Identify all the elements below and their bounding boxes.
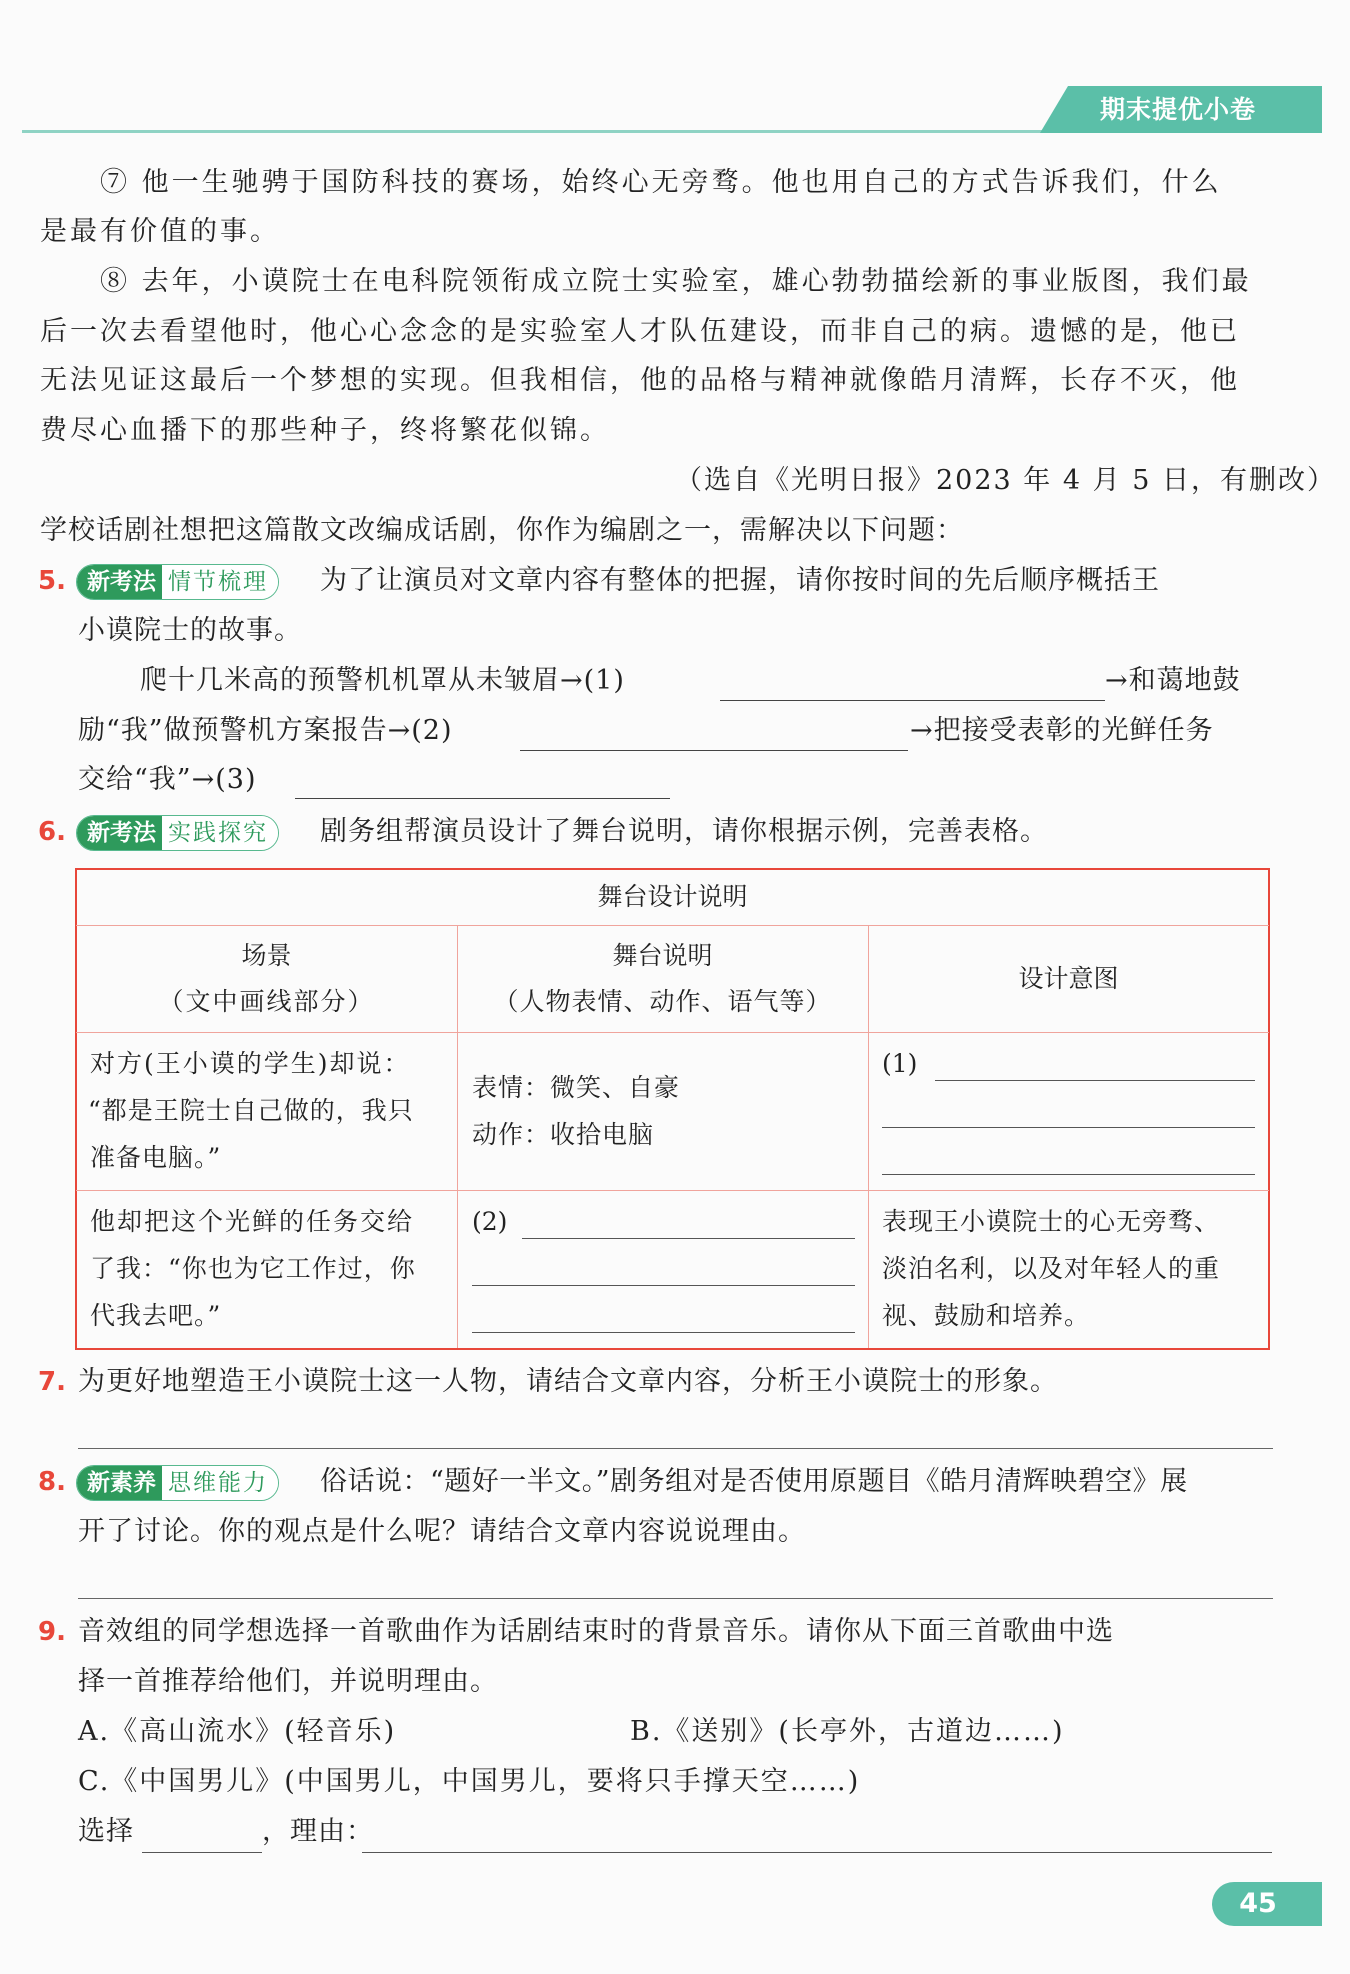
table-r1-scene-line3: 准备电脑。” bbox=[90, 1143, 222, 1172]
q8-number: 8. bbox=[38, 1467, 66, 1497]
q6-text: 剧务组帮演员设计了舞台说明，请你根据示例，完善表格。 bbox=[320, 816, 1048, 847]
page-number: 45 bbox=[1239, 1888, 1277, 1919]
passage-p8-line2: 后一次去看望他时，他心心念念的是实验室人才队伍建设，而非自己的病。遗憾的是，他已 bbox=[40, 316, 1240, 347]
q9-reason-label: ，理由： bbox=[262, 1816, 374, 1847]
table-rule bbox=[76, 1190, 1269, 1191]
q9-reason-blank[interactable] bbox=[362, 1852, 1272, 1853]
header-title: 期末提优小卷 bbox=[1100, 95, 1257, 124]
table-r2-scene-line2: 了我：“你也为它工作过，你 bbox=[90, 1254, 416, 1283]
q7-number: 7. bbox=[38, 1367, 66, 1397]
table-r2-intent-line2: 淡泊名利，以及对年轻人的重 bbox=[882, 1254, 1221, 1283]
table-title: 舞台设计说明 bbox=[597, 882, 748, 911]
passage-p8-line4: 费尽心血播下的那些种子，终将繁花似锦。 bbox=[40, 415, 610, 446]
q9-number: 9. bbox=[38, 1617, 66, 1647]
table-r2-intent-line3: 视、鼓励和培养。 bbox=[882, 1301, 1091, 1330]
table-r2-stage-blank-3[interactable] bbox=[472, 1332, 855, 1333]
q9-option-a: A.《高山流水》(轻音乐) bbox=[78, 1716, 397, 1747]
q9-option-c: C.《中国男儿》(中国男儿，中国男儿，要将只手撑天空……) bbox=[78, 1766, 861, 1797]
q5-flow-line1: 爬十几米高的预警机机罩从未皱眉→(1) bbox=[140, 665, 625, 696]
table-header-scene: 场景 bbox=[241, 941, 292, 970]
table-r2-intent-line1: 表现王小谟院士的心无旁骛、 bbox=[882, 1207, 1221, 1236]
table-r1-scene-line2: “都是王院士自己做的，我只 bbox=[88, 1096, 414, 1125]
table-r2-scene-line3: 代我去吧。” bbox=[90, 1301, 222, 1330]
q5-answer-blank-3[interactable] bbox=[295, 798, 670, 799]
q5-text-line2: 小谟院士的故事。 bbox=[78, 615, 302, 646]
q8-text-line1: 俗话说：“题好一半文。”剧务组对是否使用原题目《皓月清辉映碧空》展 bbox=[320, 1466, 1188, 1497]
table-r2-stage-blank-2[interactable] bbox=[472, 1285, 855, 1286]
q8-badge-tag: 思维能力 bbox=[162, 1466, 278, 1500]
q7-answer-blank[interactable] bbox=[78, 1448, 1273, 1449]
q5-number: 5. bbox=[38, 566, 66, 596]
table-r1-scene-line1: 对方(王小谟的学生)却说： bbox=[90, 1049, 411, 1078]
q5-badge-tag: 情节梳理 bbox=[162, 565, 278, 599]
q7-text: 为更好地塑造王小谟院士这一人物，请结合文章内容，分析王小谟院士的形象。 bbox=[78, 1366, 1058, 1397]
table-r1-intent-blank-1[interactable] bbox=[935, 1080, 1255, 1081]
passage-p7-line2: 是最有价值的事。 bbox=[40, 216, 280, 247]
q9-text-line1: 音效组的同学想选择一首歌曲作为话剧结束时的背景音乐。请你从下面三首歌曲中选 bbox=[78, 1616, 1114, 1647]
q9-choice-blank[interactable] bbox=[142, 1852, 262, 1853]
q8-answer-blank[interactable] bbox=[78, 1598, 1273, 1599]
table-r2-stage-label: (2) bbox=[472, 1207, 508, 1236]
q9-option-b: B.《送别》(长亭外，古道边……) bbox=[630, 1716, 1065, 1747]
passage-p8-line1: ⑧ 去年，小谟院士在电科院领衔成立院士实验室，雄心勃勃描绘新的事业版图，我们最 bbox=[100, 266, 1252, 297]
passage-source: （选自《光明日报》2023 年 4 月 5 日，有删改） bbox=[675, 465, 1336, 496]
q6-badge-tag: 实践探究 bbox=[162, 816, 278, 850]
table-rule bbox=[76, 1032, 1269, 1033]
q5-answer-blank-2[interactable] bbox=[520, 750, 908, 751]
q8-text-line2: 开了讨论。你的观点是什么呢？请结合文章内容说说理由。 bbox=[78, 1516, 806, 1547]
q5-flow-line3: 交给“我”→(3) bbox=[78, 764, 257, 795]
intro-text: 学校话剧社想把这篇散文改编成话剧，你作为编剧之一，需解决以下问题： bbox=[40, 515, 964, 546]
q5-flow-line1-end: →和蔼地鼓 bbox=[1105, 665, 1241, 696]
q8-badge-label: 新素养 bbox=[77, 1466, 162, 1500]
q5-flow-line2: 励“我”做预警机方案报告→(2) bbox=[78, 715, 453, 746]
q5-badge-label: 新考法 bbox=[77, 565, 162, 599]
table-r1-intent-blank-2[interactable] bbox=[882, 1127, 1255, 1128]
table-header-stage-sub: （人物表情、动作、语气等） bbox=[493, 987, 832, 1016]
q6-badge bbox=[76, 815, 279, 851]
q9-text-line2: 择一首推荐给他们，并说明理由。 bbox=[78, 1666, 498, 1697]
table-r1-intent-blank-3[interactable] bbox=[882, 1174, 1255, 1175]
table-r2-scene-line1: 他却把这个光鲜的任务交给 bbox=[90, 1207, 415, 1236]
table-r1-stage-line2: 动作：收拾电脑 bbox=[472, 1120, 655, 1149]
q9-choose-label: 选择 bbox=[78, 1816, 134, 1847]
q5-text-line1: 为了让演员对文章内容有整体的把握，请你按时间的先后顺序概括王 bbox=[320, 565, 1160, 596]
table-header-stage: 舞台说明 bbox=[612, 941, 713, 970]
passage-p7-line1: ⑦ 他一生驰骋于国防科技的赛场，始终心无旁骛。他也用自己的方式告诉我们，什么 bbox=[100, 167, 1222, 198]
q6-badge-label: 新考法 bbox=[77, 816, 162, 850]
q8-badge bbox=[76, 1465, 279, 1501]
table-r2-stage-blank-1[interactable] bbox=[522, 1238, 855, 1239]
q5-badge bbox=[76, 564, 279, 600]
passage-p8-line3: 无法见证这最后一个梦想的实现。但我相信，他的品格与精神就像皓月清辉，长存不灭，他 bbox=[40, 365, 1240, 396]
q5-flow-line2-end: →把接受表彰的光鲜任务 bbox=[910, 715, 1214, 746]
table-r1-intent-label: (1) bbox=[882, 1049, 918, 1078]
table-header-intent: 设计意图 bbox=[1018, 964, 1119, 993]
table-r1-stage-line1: 表情：微笑、自豪 bbox=[472, 1073, 681, 1102]
q6-number: 6. bbox=[38, 817, 66, 847]
table-header-scene-sub: （文中画线部分） bbox=[158, 987, 375, 1016]
table-rule bbox=[76, 925, 1269, 926]
q5-answer-blank-1[interactable] bbox=[720, 700, 1105, 701]
